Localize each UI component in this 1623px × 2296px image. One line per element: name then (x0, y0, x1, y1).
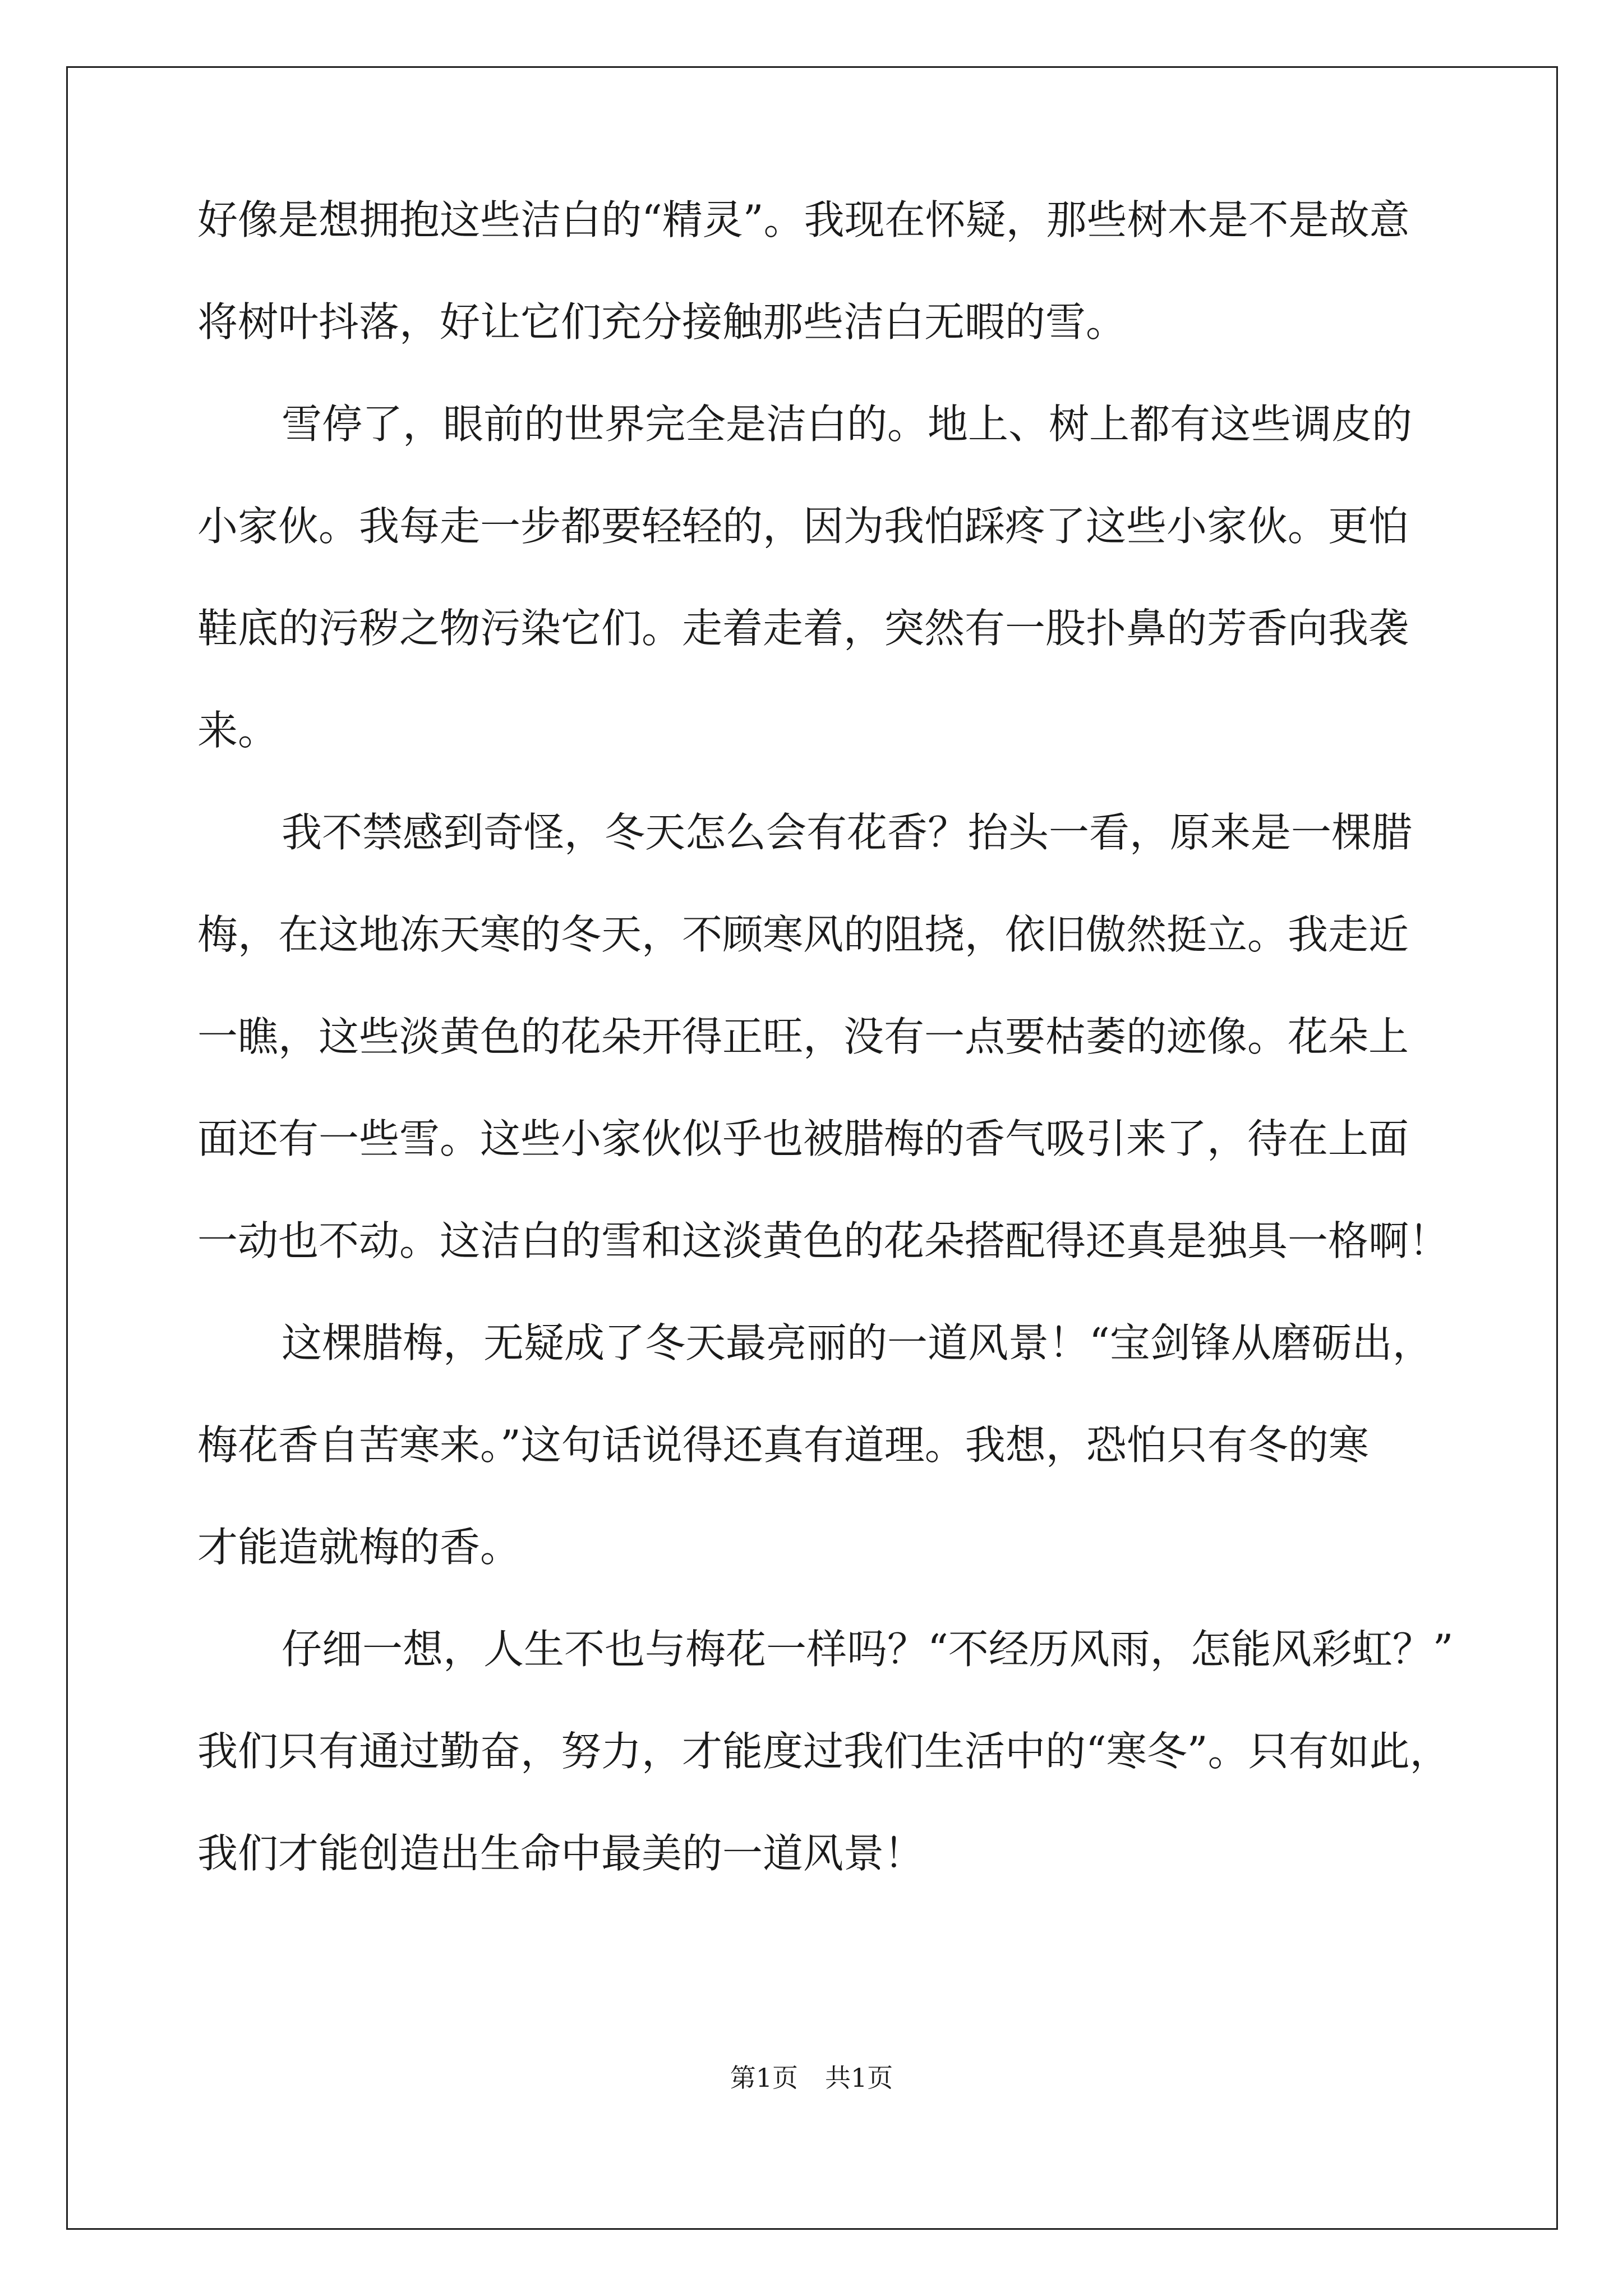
text-line: 一动也不动。这洁白的雪和这淡黄色的花朵搭配得还真是独具一格啊！ (197, 1217, 1450, 1264)
text-line: 好像是想拥抱这些洁白的“精灵”。我现在怀疑，那些树木是不是故意 (197, 196, 1410, 243)
text-line: 梅花香自苦寒来。”这句话说得还真有道理。我想，恐怕只有冬的寒 (197, 1421, 1369, 1469)
text-line: 梅，在这地冻天寒的冬天，不顾寒风的阻挠，依旧傲然挺立。我走近 (197, 911, 1409, 958)
text-line: 我们只有通过勤奋，努力，才能度过我们生活中的“寒冬”。只有如此， (197, 1728, 1450, 1775)
text-line: 将树叶抖落，好让它们充分接触那些洁白无暇的雪。 (197, 298, 1127, 346)
text-line: 面还有一些雪。这些小家伙似乎也被腊梅的香气吸引来了，待在上面 (197, 1115, 1409, 1162)
text-line: 雪停了，眼前的世界完全是洁白的。地上、树上都有这些调皮的 (282, 401, 1413, 448)
text-line: 我不禁感到奇怪，冬天怎么会有花香？抬头一看，原来是一棵腊 (282, 809, 1413, 856)
text-line: 我们才能创造出生命中最美的一道风景！ (197, 1830, 925, 1877)
text-line: 小家伙。我每走一步都要轻轻的，因为我怕踩疼了这些小家伙。更怕 (197, 503, 1409, 550)
page-total: 共1页 (825, 2063, 893, 2093)
text-line: 一瞧，这些淡黄色的花朵开得正旺，没有一点要枯萎的迹像。花朵上 (197, 1013, 1409, 1060)
text-line: 仔细一想，人生不也与梅花一样吗？“不经历风雨，怎能风彩虹？” (282, 1626, 1454, 1673)
text-line: 鞋底的污秽之物污染它们。走着走着，突然有一股扑鼻的芳香向我袭 (197, 605, 1409, 652)
text-line: 这棵腊梅，无疑成了冬天最亮丽的一道风景！“宝剑锋从磨砺出， (282, 1319, 1433, 1366)
text-line: 才能造就梅的香。 (197, 1524, 521, 1571)
page-footer (0, 2062, 1623, 2093)
text-line: 来。 (197, 707, 279, 754)
page-number: 第1页 (730, 2063, 798, 2093)
